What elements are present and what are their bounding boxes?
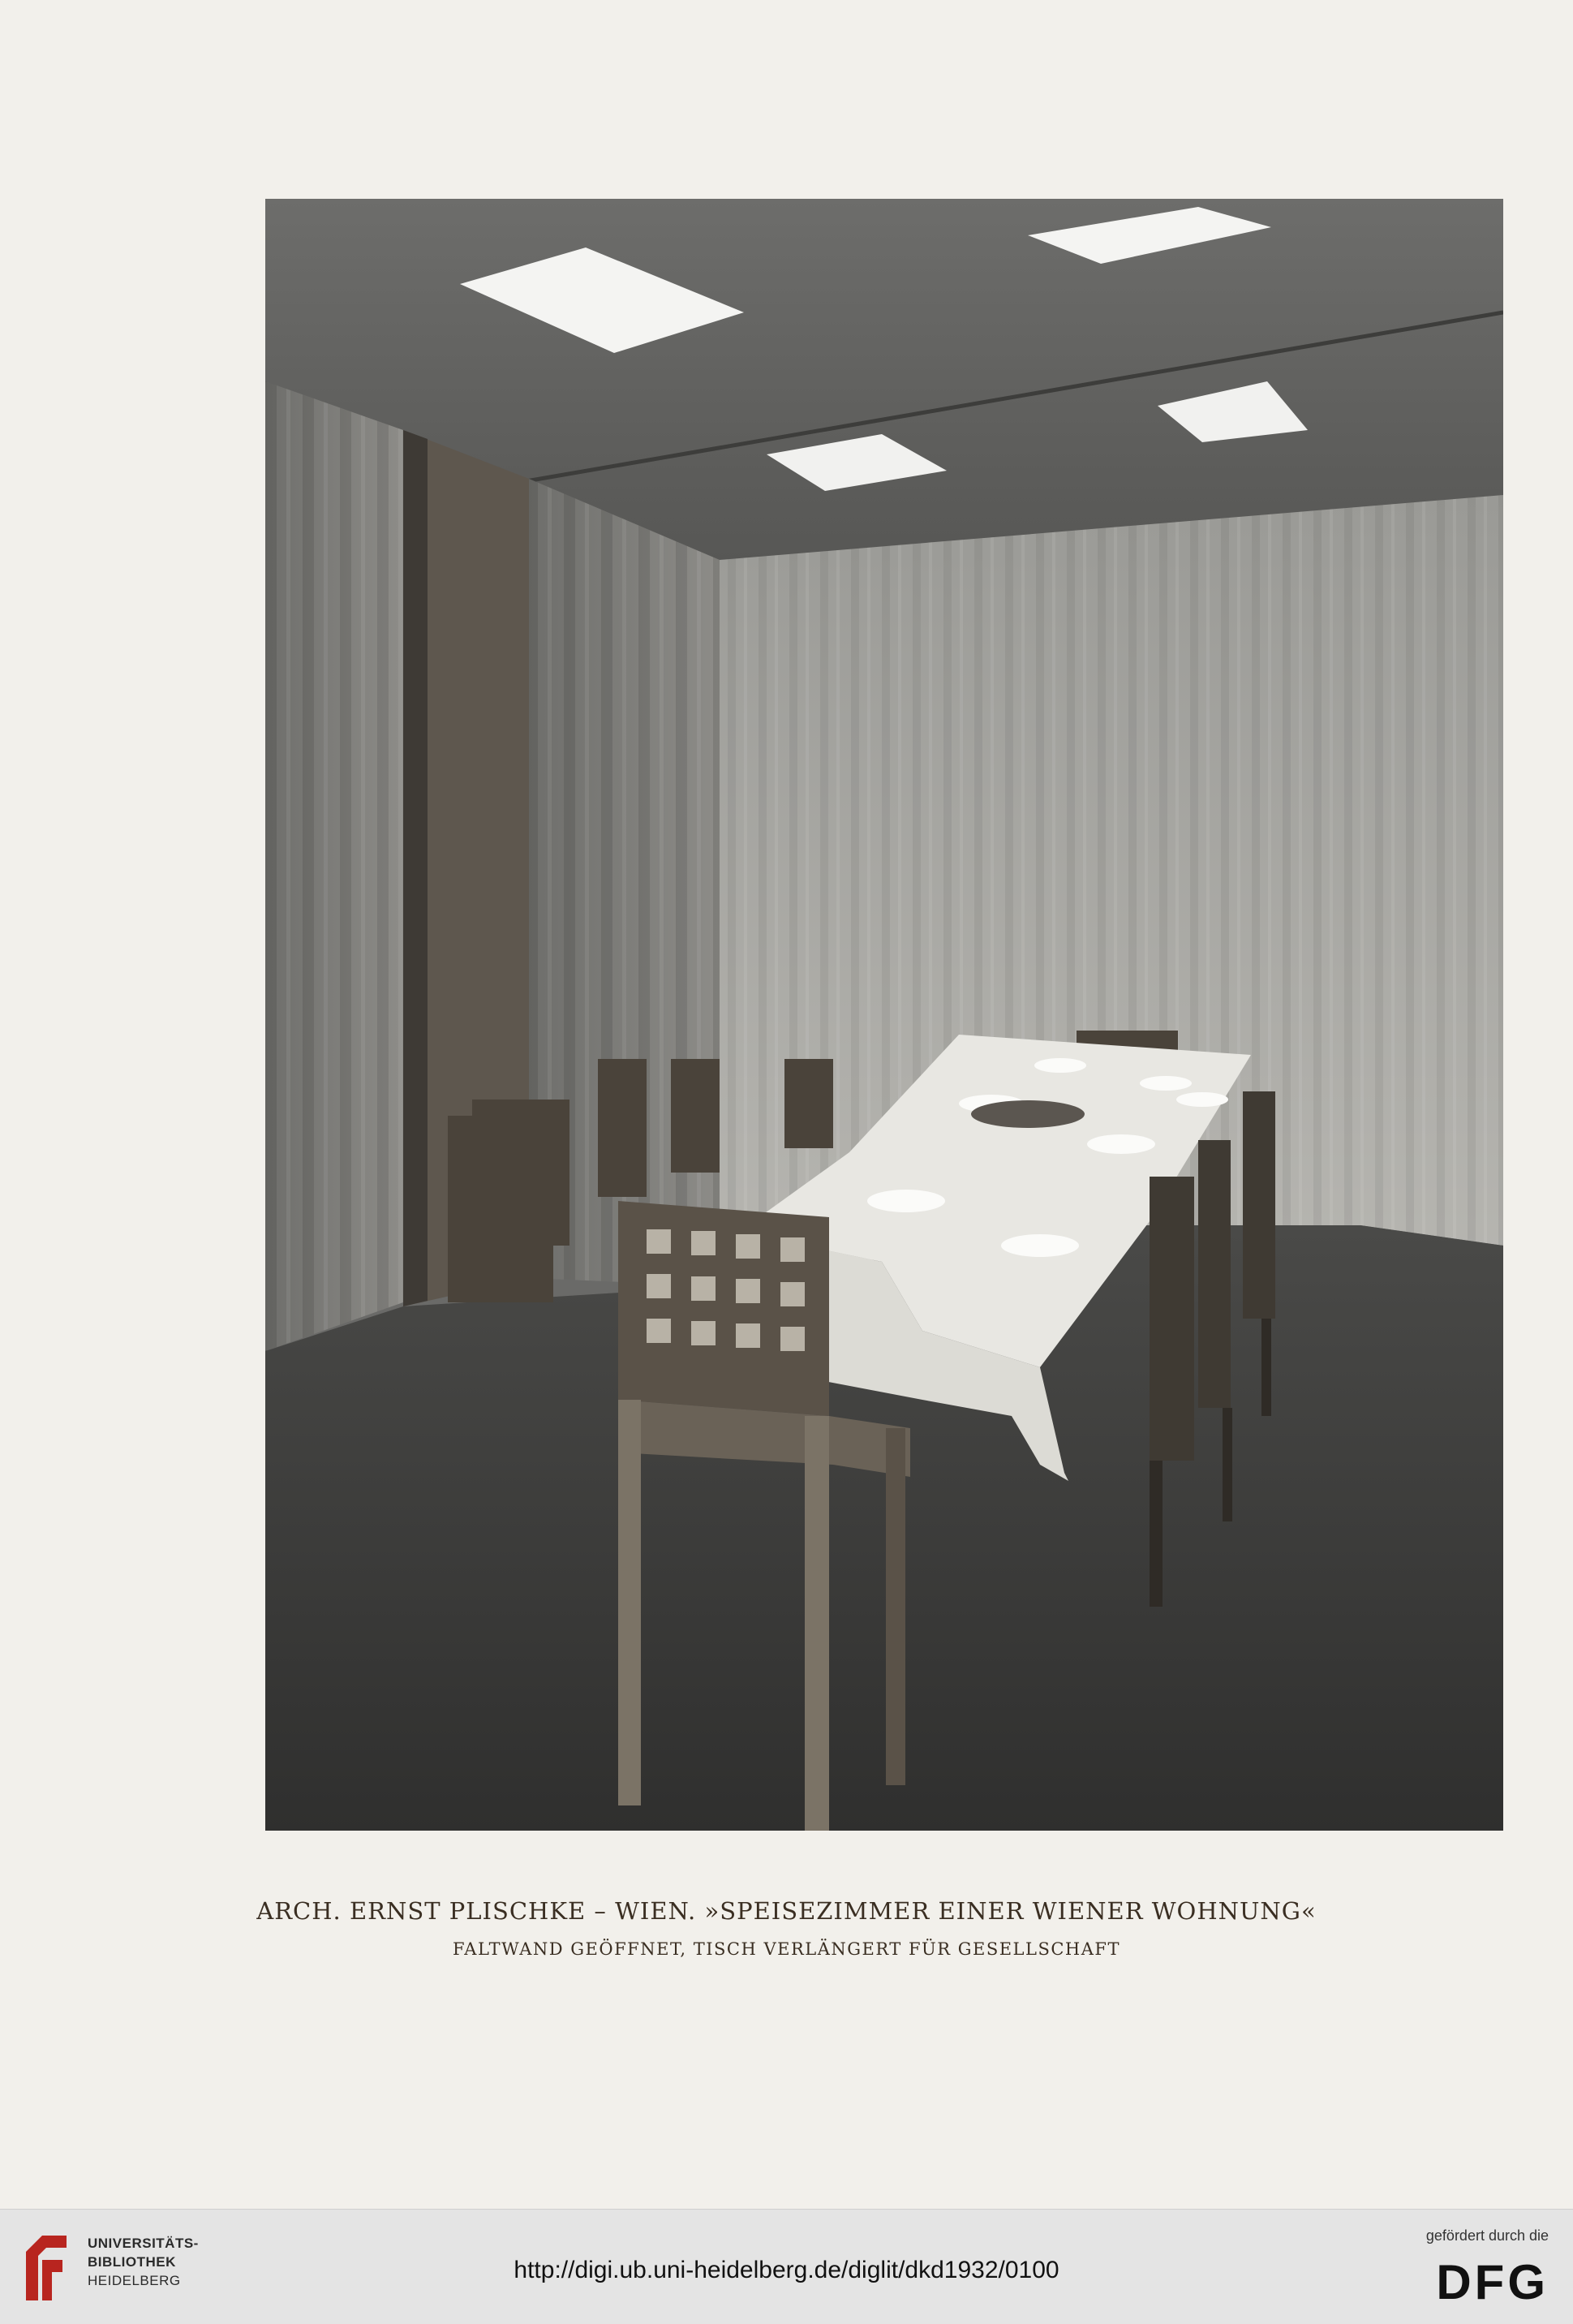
dining-room-illustration xyxy=(265,199,1503,1831)
dining-room-photograph xyxy=(265,199,1503,1831)
digitization-footer xyxy=(0,2209,1573,2324)
dfg-logo: DFG xyxy=(1436,2255,1549,2309)
photo-caption-subtitle: FALTWAND GEÖFFNET, TISCH VERLÄNGERT FÜR GESELLSCHAFT xyxy=(453,1939,1120,1959)
permalink-url[interactable]: http://digi.ub.uni-heidelberg.de/diglit/dkd1932/0100 xyxy=(514,2257,1059,2283)
library-line-3: HEIDELBERG xyxy=(88,2273,181,2288)
library-line-2: BIBLIOTHEK xyxy=(88,2254,176,2270)
funding-label: gefördert durch die xyxy=(1425,2227,1549,2244)
library-line-1: UNIVERSITÄTS- xyxy=(88,2236,199,2251)
photo-caption-title: ARCH. ERNST PLISCHKE – WIEN. »SPEISEZIMMER EINER WIENER WOHNUNG« xyxy=(256,1897,1317,1925)
